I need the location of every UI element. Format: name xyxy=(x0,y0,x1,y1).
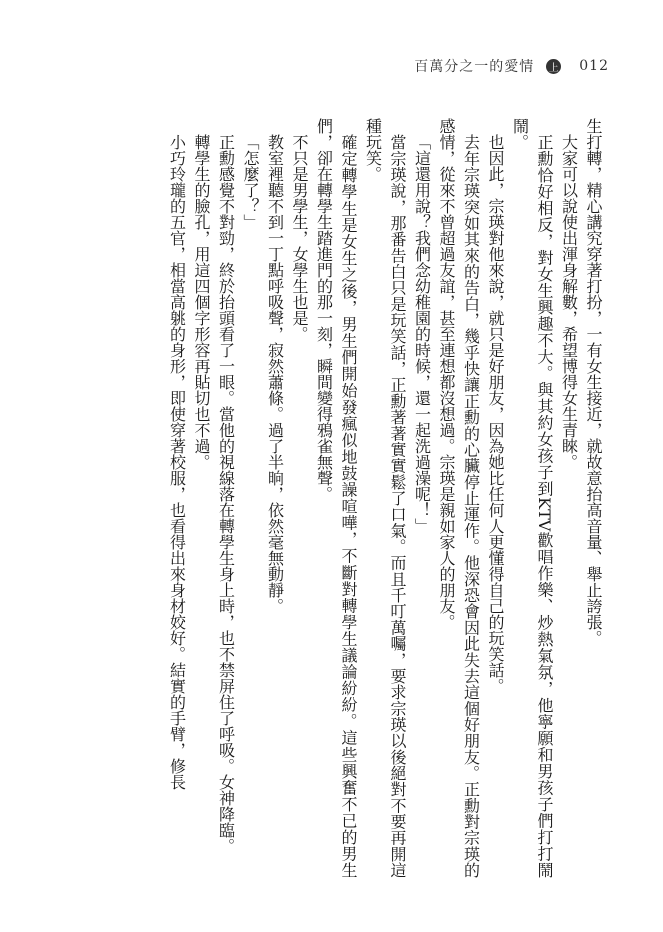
body-text xyxy=(45,118,605,878)
page-number: 012 xyxy=(579,58,609,74)
book-title: 百萬分之一的愛情 xyxy=(414,59,535,75)
paragraph: 也因此，宗瑛對他來說，就只是好朋友，因為她比任何人更懂得自己的玩笑話。 xyxy=(486,134,505,694)
paragraph: 「這還用說？我們念幼稚園的時候，還一起洗過澡呢！」 xyxy=(412,134,432,534)
paragraph: 教室裡聽不到一丁點呼吸聲，寂然蕭條。過了半晌，依然毫無動靜。 xyxy=(265,134,285,614)
paragraph: 去年宗瑛突如其來的告白，幾乎快讓正勳的心臟停止運作。他深恐會因此失去這個好朋友。正勳對宗瑛的感情，從來不曾超過友誼，甚至連想都沒想過。宗瑛是親如家人的朋友。 xyxy=(437,118,481,878)
paragraph: 小巧玲瓏的五官，相當高䠷的身形，即使穿著校服，也看得出來身材姣好。結實的手臂，修長 xyxy=(167,134,187,790)
paragraph: 大家可以說使出渾身解數，希望博得女生青睞。 xyxy=(559,134,579,470)
paragraph: 不只是男學生，女學生也是。 xyxy=(290,134,309,342)
paragraph: 正勳恰好相反，對女生興趣不大。與其約女孩子到KTV歡唱作樂、炒熱氣氛，他寧願和男孩子們打打鬧鬧。 xyxy=(510,118,554,878)
paragraph: 「怎麼了？」 xyxy=(241,134,260,230)
paragraph: 生打轉，精心講究穿著打扮，一有女生接近，就故意抬高音量、舉止誇張。 xyxy=(584,118,603,646)
paragraph: 當宗瑛說，那番告白只是玩笑話，正勳著著實實鬆了口氣。而且千叮萬囑，要求宗瑛以後絕對不要再開這種玩笑。 xyxy=(363,118,407,878)
running-header xyxy=(414,56,609,76)
paragraph: 正勳感覺不對勁，終於抬頭看了一眼。當他的視線落在轉學生身上時，也不禁屏住了呼吸。女神降臨。 xyxy=(216,134,236,854)
paragraph: 確定轉學生是女生之後，男生們開始發瘋似地鼓譟喧嘩，不斷對轉學生議論紛紛。這些興奮不已的男生們，卻在轉學生踏進門的那一刻，瞬間變得鴉雀無聲。 xyxy=(314,118,358,878)
volume-badge: 上 xyxy=(546,59,561,74)
paragraph: 轉學生的臉孔，用這四個字形容再貼切也不過。 xyxy=(192,134,211,470)
